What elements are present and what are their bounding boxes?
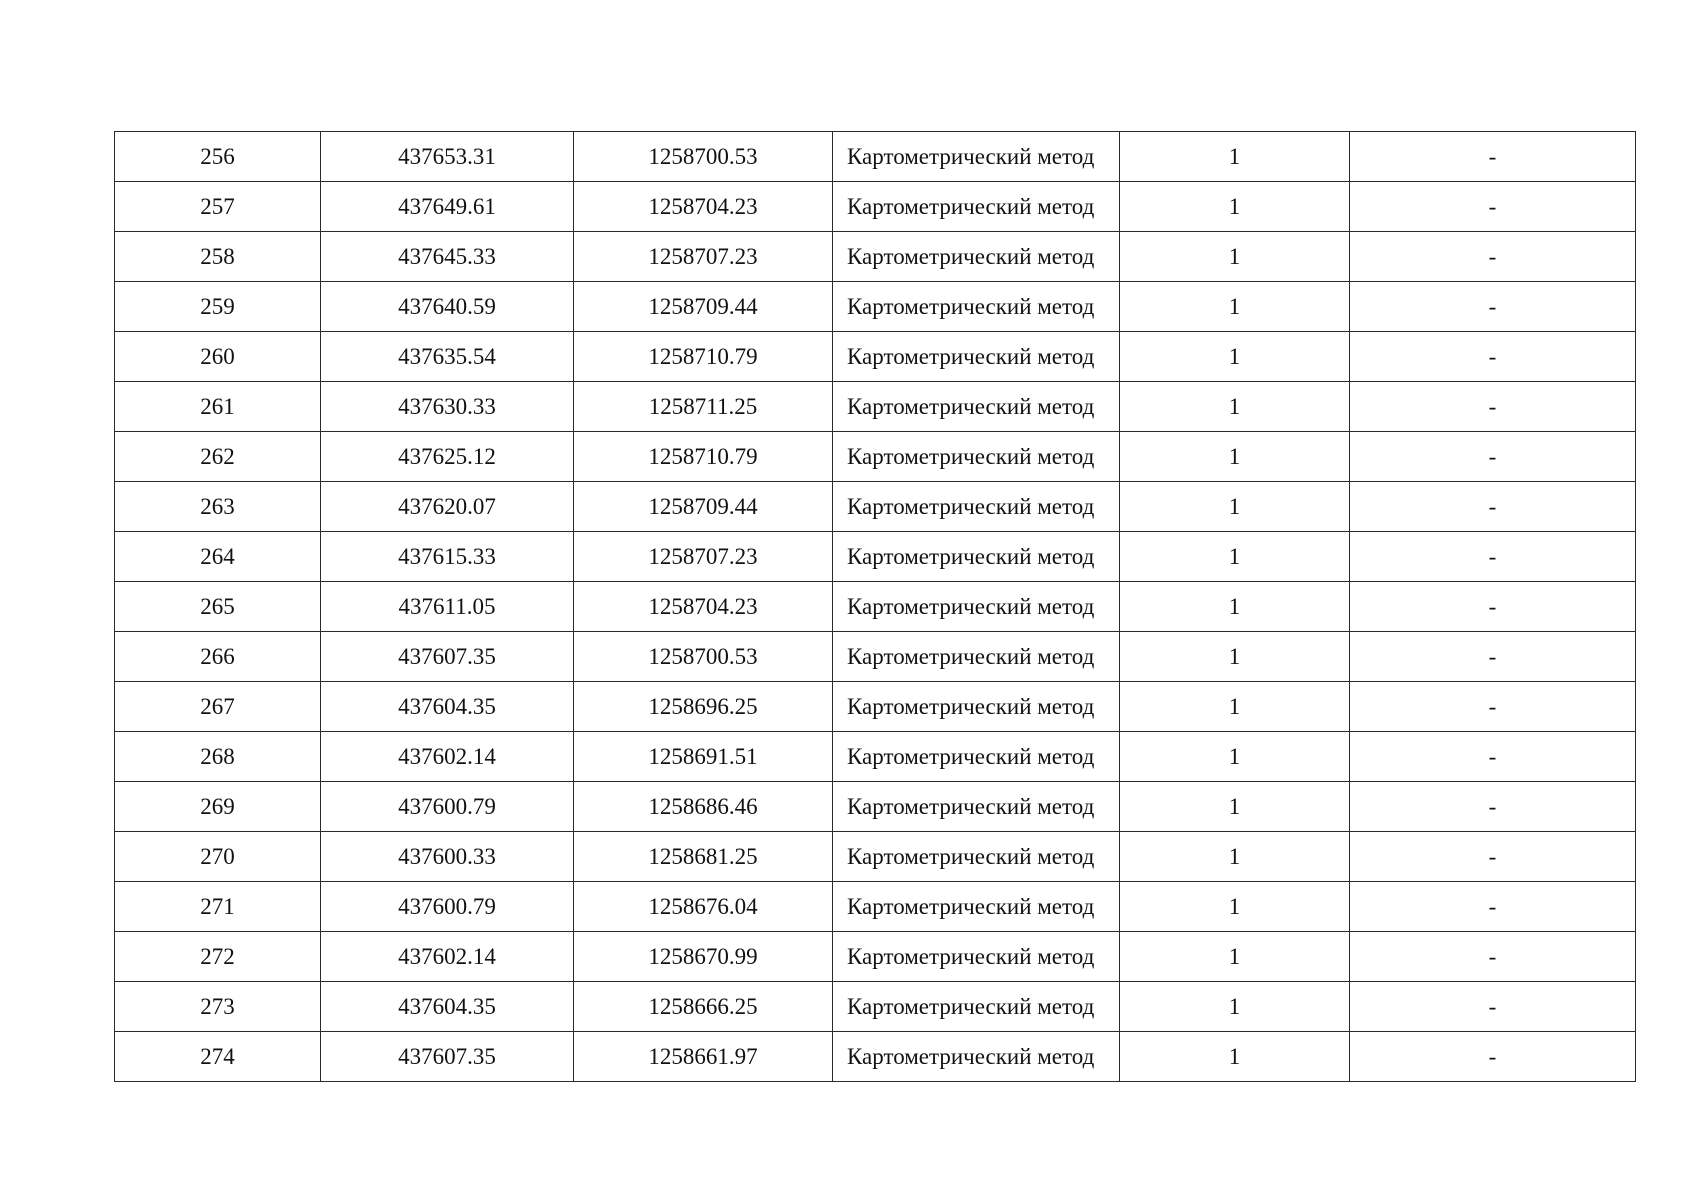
y-coordinate-cell: 1258666.25 [574, 982, 833, 1032]
y-coordinate-cell: 1258691.51 [574, 732, 833, 782]
description-cell: - [1350, 632, 1636, 682]
method-cell: Картометрический метод [833, 582, 1120, 632]
description-cell: - [1350, 432, 1636, 482]
accuracy-cell: 1 [1120, 232, 1350, 282]
accuracy-cell: 1 [1120, 982, 1350, 1032]
accuracy-cell: 1 [1120, 632, 1350, 682]
y-coordinate-cell: 1258711.25 [574, 382, 833, 432]
x-coordinate-cell: 437604.35 [321, 982, 574, 1032]
y-coordinate-cell: 1258676.04 [574, 882, 833, 932]
point-number-cell: 271 [115, 882, 321, 932]
table-row [115, 482, 1636, 532]
description-cell: - [1350, 682, 1636, 732]
table-row [115, 232, 1636, 282]
point-number-cell: 266 [115, 632, 321, 682]
method-cell: Картометрический метод [833, 482, 1120, 532]
description-cell: - [1350, 782, 1636, 832]
y-coordinate-cell: 1258700.53 [574, 632, 833, 682]
y-coordinate-cell: 1258709.44 [574, 482, 833, 532]
description-cell: - [1350, 532, 1636, 582]
accuracy-cell: 1 [1120, 132, 1350, 182]
table-row [115, 182, 1636, 232]
table-row [115, 332, 1636, 382]
point-number-cell: 274 [115, 1032, 321, 1082]
description-cell: - [1350, 282, 1636, 332]
x-coordinate-cell: 437630.33 [321, 382, 574, 432]
y-coordinate-cell: 1258710.79 [574, 432, 833, 482]
x-coordinate-cell: 437615.33 [321, 532, 574, 582]
x-coordinate-cell: 437600.33 [321, 832, 574, 882]
method-cell: Картометрический метод [833, 182, 1120, 232]
y-coordinate-cell: 1258661.97 [574, 1032, 833, 1082]
accuracy-cell: 1 [1120, 432, 1350, 482]
table-row [115, 632, 1636, 682]
point-number-cell: 256 [115, 132, 321, 182]
x-coordinate-cell: 437607.35 [321, 1032, 574, 1082]
method-cell: Картометрический метод [833, 282, 1120, 332]
description-cell: - [1350, 582, 1636, 632]
point-number-cell: 273 [115, 982, 321, 1032]
x-coordinate-cell: 437620.07 [321, 482, 574, 532]
point-number-cell: 270 [115, 832, 321, 882]
accuracy-cell: 1 [1120, 532, 1350, 582]
x-coordinate-cell: 437645.33 [321, 232, 574, 282]
point-number-cell: 272 [115, 932, 321, 982]
y-coordinate-cell: 1258710.79 [574, 332, 833, 382]
description-cell: - [1350, 1032, 1636, 1082]
accuracy-cell: 1 [1120, 332, 1350, 382]
table-row [115, 432, 1636, 482]
table-row [115, 682, 1636, 732]
accuracy-cell: 1 [1120, 882, 1350, 932]
description-cell: - [1350, 382, 1636, 432]
method-cell: Картометрический метод [833, 832, 1120, 882]
method-cell: Картометрический метод [833, 332, 1120, 382]
accuracy-cell: 1 [1120, 182, 1350, 232]
method-cell: Картометрический метод [833, 782, 1120, 832]
y-coordinate-cell: 1258700.53 [574, 132, 833, 182]
y-coordinate-cell: 1258670.99 [574, 932, 833, 982]
x-coordinate-cell: 437611.05 [321, 582, 574, 632]
accuracy-cell: 1 [1120, 782, 1350, 832]
description-cell: - [1350, 132, 1636, 182]
point-number-cell: 263 [115, 482, 321, 532]
table-row [115, 832, 1636, 882]
method-cell: Картометрический метод [833, 232, 1120, 282]
x-coordinate-cell: 437640.59 [321, 282, 574, 332]
description-cell: - [1350, 482, 1636, 532]
x-coordinate-cell: 437604.35 [321, 682, 574, 732]
description-cell: - [1350, 882, 1636, 932]
method-cell: Картометрический метод [833, 732, 1120, 782]
table-row [115, 132, 1636, 182]
method-cell: Картометрический метод [833, 632, 1120, 682]
x-coordinate-cell: 437607.35 [321, 632, 574, 682]
table-row [115, 532, 1636, 582]
x-coordinate-cell: 437653.31 [321, 132, 574, 182]
method-cell: Картометрический метод [833, 682, 1120, 732]
description-cell: - [1350, 982, 1636, 1032]
accuracy-cell: 1 [1120, 732, 1350, 782]
point-number-cell: 268 [115, 732, 321, 782]
table-row [115, 282, 1636, 332]
x-coordinate-cell: 437625.12 [321, 432, 574, 482]
table-row [115, 932, 1636, 982]
description-cell: - [1350, 932, 1636, 982]
point-number-cell: 264 [115, 532, 321, 582]
table-row [115, 582, 1636, 632]
method-cell: Картометрический метод [833, 882, 1120, 932]
y-coordinate-cell: 1258707.23 [574, 532, 833, 582]
method-cell: Картометрический метод [833, 932, 1120, 982]
y-coordinate-cell: 1258709.44 [574, 282, 833, 332]
point-number-cell: 269 [115, 782, 321, 832]
method-cell: Картометрический метод [833, 432, 1120, 482]
table-row [115, 1032, 1636, 1082]
y-coordinate-cell: 1258704.23 [574, 582, 833, 632]
accuracy-cell: 1 [1120, 682, 1350, 732]
x-coordinate-cell: 437602.14 [321, 932, 574, 982]
point-number-cell: 257 [115, 182, 321, 232]
description-cell: - [1350, 182, 1636, 232]
coordinates-table [114, 131, 1636, 1082]
table-row [115, 882, 1636, 932]
point-number-cell: 262 [115, 432, 321, 482]
description-cell: - [1350, 232, 1636, 282]
description-cell: - [1350, 332, 1636, 382]
x-coordinate-cell: 437600.79 [321, 882, 574, 932]
point-number-cell: 267 [115, 682, 321, 732]
point-number-cell: 261 [115, 382, 321, 432]
table-body [115, 132, 1636, 1082]
y-coordinate-cell: 1258696.25 [574, 682, 833, 732]
table-row [115, 732, 1636, 782]
y-coordinate-cell: 1258681.25 [574, 832, 833, 882]
accuracy-cell: 1 [1120, 832, 1350, 882]
point-number-cell: 260 [115, 332, 321, 382]
x-coordinate-cell: 437635.54 [321, 332, 574, 382]
x-coordinate-cell: 437600.79 [321, 782, 574, 832]
method-cell: Картометрический метод [833, 382, 1120, 432]
y-coordinate-cell: 1258707.23 [574, 232, 833, 282]
table-row [115, 782, 1636, 832]
accuracy-cell: 1 [1120, 382, 1350, 432]
accuracy-cell: 1 [1120, 932, 1350, 982]
table-row [115, 382, 1636, 432]
point-number-cell: 258 [115, 232, 321, 282]
point-number-cell: 259 [115, 282, 321, 332]
point-number-cell: 265 [115, 582, 321, 632]
y-coordinate-cell: 1258686.46 [574, 782, 833, 832]
method-cell: Картометрический метод [833, 982, 1120, 1032]
description-cell: - [1350, 732, 1636, 782]
y-coordinate-cell: 1258704.23 [574, 182, 833, 232]
x-coordinate-cell: 437649.61 [321, 182, 574, 232]
accuracy-cell: 1 [1120, 1032, 1350, 1082]
method-cell: Картометрический метод [833, 132, 1120, 182]
accuracy-cell: 1 [1120, 282, 1350, 332]
accuracy-cell: 1 [1120, 582, 1350, 632]
method-cell: Картометрический метод [833, 1032, 1120, 1082]
table-row [115, 982, 1636, 1032]
accuracy-cell: 1 [1120, 482, 1350, 532]
x-coordinate-cell: 437602.14 [321, 732, 574, 782]
method-cell: Картометрический метод [833, 532, 1120, 582]
description-cell: - [1350, 832, 1636, 882]
